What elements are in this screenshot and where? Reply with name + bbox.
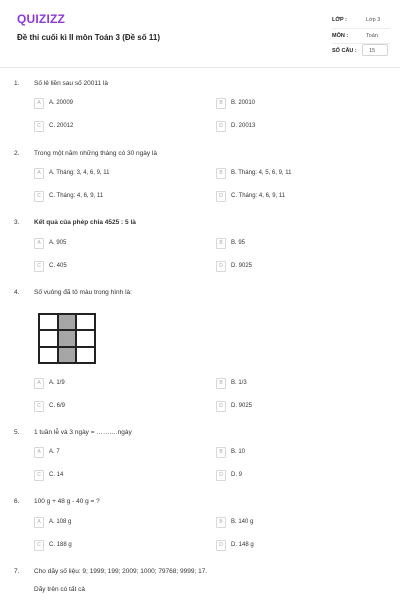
question-text: Trong một năm những tháng có 30 ngày là	[34, 150, 157, 157]
option-letter-box: A	[34, 238, 44, 249]
option-letter-box: D	[216, 470, 226, 481]
option-text: A. Tháng: 3, 4, 6, 9, 11	[49, 170, 110, 176]
grid-cell	[39, 347, 58, 363]
option-text: B. Tháng: 4, 5, 6, 9, 11	[231, 170, 292, 176]
option-text: A. 1/9	[49, 380, 65, 386]
grid-cell	[39, 330, 58, 346]
grid-cell-shaded	[58, 347, 77, 363]
question-number: 3.	[14, 219, 20, 226]
option-text: A. 20009	[49, 100, 74, 106]
quizizz-logo: QUIZIZZ	[17, 12, 66, 26]
option-letter-box: D	[216, 401, 226, 412]
option-letter-box: A	[34, 447, 44, 458]
question-number: 2.	[14, 150, 20, 157]
question-number: 1.	[14, 80, 20, 87]
grid-cell	[76, 330, 95, 346]
meta-subject	[332, 30, 390, 43]
option-letter-box: A	[34, 168, 44, 179]
option-letter-box: D	[216, 121, 226, 132]
option-letter-box: B	[216, 238, 226, 249]
grid-cell	[39, 314, 58, 330]
worksheet-title: Đề thi cuối kì II môn Toán 3 (Đề số 11)	[17, 33, 160, 42]
option-letter-box: C	[34, 401, 44, 412]
grid-cell-shaded	[58, 314, 77, 330]
question-text: Cho dãy số liệu: 9; 1999; 199; 2009; 1000; 79768; 9999; 17.	[34, 568, 208, 575]
option-text: C. 20012	[49, 123, 74, 129]
grid-cell	[76, 347, 95, 363]
option-letter-box: C	[34, 470, 44, 481]
shaded-grid-figure	[38, 313, 96, 364]
meta-count-value: 15	[369, 48, 376, 54]
option-text: D. 20013	[231, 123, 256, 129]
option-letter-box: B	[216, 168, 226, 179]
option-letter-box: D	[216, 191, 226, 202]
option-text: C. 405	[49, 263, 67, 269]
meta-subject-value: Toán	[366, 33, 378, 39]
meta-count-label: SỐ CÂU :	[332, 48, 357, 54]
question-number: 6.	[14, 498, 20, 505]
option-text: C. Tháng: 4, 6, 9, 11	[49, 193, 104, 199]
option-letter-box: B	[216, 378, 226, 389]
meta-class	[332, 14, 390, 27]
option-text: D. 9	[231, 472, 243, 478]
option-text: C. 188 g	[49, 542, 72, 548]
option-text: C. 14	[49, 472, 64, 478]
option-text: B. 140 g	[231, 519, 254, 525]
question-text: Kết quả của phép chia 4525 : 5 là	[34, 219, 136, 226]
question-text: 1 tuần lễ và 3 ngày = ……….ngày	[34, 429, 132, 436]
grid-cell	[76, 314, 95, 330]
option-text: C. Tháng: 4, 6, 9, 11	[231, 193, 286, 199]
option-text: D. 148 g	[231, 542, 254, 548]
option-letter-box: B	[216, 517, 226, 528]
meta-divider	[332, 28, 390, 29]
question-text: 100 g + 48 g - 40 g = ?	[34, 498, 100, 505]
meta-class-value: Lớp 3	[366, 17, 381, 23]
option-letter-box: C	[34, 121, 44, 132]
worksheet-header	[0, 0, 400, 68]
meta-class-label: LỚP :	[332, 17, 347, 23]
option-text: B. 10	[231, 449, 246, 455]
option-letter-box: B	[216, 98, 226, 109]
question-number: 7.	[14, 568, 20, 575]
option-letter-box: C	[34, 191, 44, 202]
option-text: B. 20010	[231, 100, 256, 106]
option-text: B. 95	[231, 240, 246, 246]
option-text: A. 905	[49, 240, 67, 246]
question-subtext: Dãy trên có tất cả	[34, 586, 85, 593]
option-letter-box: B	[216, 447, 226, 458]
question-text: Số lẻ liền sau số 20011 là	[34, 80, 108, 87]
option-letter-box: A	[34, 517, 44, 528]
option-letter-box: D	[216, 540, 226, 551]
option-text: A. 7	[49, 449, 60, 455]
meta-count	[332, 45, 390, 58]
question-text: Số vuông đã tô màu trong hình là:	[34, 289, 132, 296]
meta-subject-label: MÔN :	[332, 33, 349, 39]
option-text: C. 6/9	[49, 403, 66, 409]
question-number: 5.	[14, 429, 20, 436]
option-text: A. 108 g	[49, 519, 72, 525]
option-text: D. 9025	[231, 263, 253, 269]
option-text: D. 9025	[231, 403, 253, 409]
option-letter-box: D	[216, 261, 226, 272]
option-letter-box: C	[34, 261, 44, 272]
option-letter-box: C	[34, 540, 44, 551]
question-number: 4.	[14, 289, 20, 296]
option-letter-box: A	[34, 98, 44, 109]
grid-cell-shaded	[58, 330, 77, 346]
option-text: B. 1/3	[231, 380, 247, 386]
option-letter-box: A	[34, 378, 44, 389]
